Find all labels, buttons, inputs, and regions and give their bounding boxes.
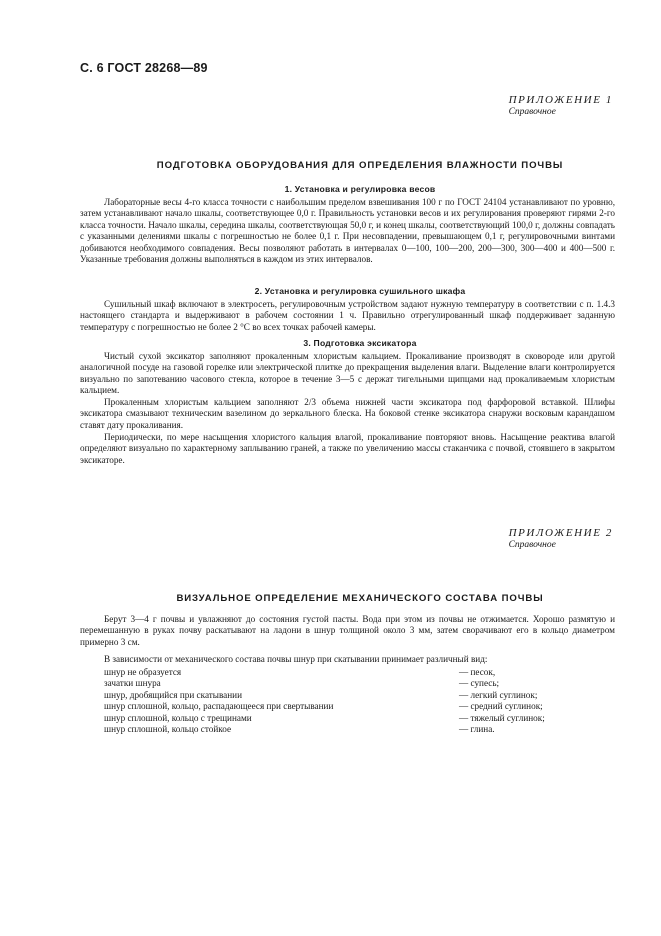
list-item-description: зачатки шнура	[104, 678, 161, 689]
list-item-soil-type: — легкий суглинок;	[459, 689, 538, 700]
list-item-soil-type: — средний суглинок;	[459, 701, 543, 712]
soil-texture-list	[104, 667, 554, 735]
list-item	[104, 724, 554, 735]
annex-2-title: ПРИЛОЖЕНИЕ 2	[508, 527, 613, 539]
annex-2-label	[509, 527, 613, 550]
section-1-title: ПОДГОТОВКА ОБОРУДОВАНИЯ ДЛЯ ОПРЕДЕЛЕНИЯ ВЛАЖНОСТИ ПОЧВЫ	[156, 160, 564, 171]
list-item-description: шнур сплошной, кольцо стойкое	[104, 723, 232, 734]
list-item-description: шнур сплошной, кольцо, распадающееся при свертывании	[104, 701, 334, 712]
subsection-3-paragraph-1: Чистый сухой эксикатор заполняют прокаленным хлористым кальцием. Прокаливание производят в сковороде или другой аналогичной посуде на газовой горелке или электрической плитке до прекращения выделения влаги. Выделение влаги контролируется визуально по запотеванию часового стекла, которое в течение 3—5 с держат тигельными щипцами над прокаливаемым хлористым кальцием.	[80, 351, 615, 396]
list-item-description: шнур сплошной, кольцо с трещинами	[104, 712, 252, 723]
list-item	[104, 667, 554, 678]
list-item-soil-type: — песок,	[459, 667, 496, 677]
list-item-soil-type: — глина.	[459, 723, 495, 734]
list-item-description: шнур, дробящийся при скатывании	[104, 689, 243, 700]
subsection-2-paragraph: Сушильный шкаф включают в электросеть, регулировочным устройством задают нужную температуру в соответствии с п. 1.4.3 настоящего стандарта и выдерживают в рабочем состоянии 1 ч. Правильно отрегулированный шкаф поддерживает заданную температуру с погрешностью не более 2 °С во всех точках рабочей камеры.	[80, 299, 615, 332]
list-item	[104, 678, 554, 689]
running-head: С. 6 ГОСТ 28268—89	[80, 61, 208, 75]
subsection-3-paragraph-3: Периодически, по мере насыщения хлористого кальция влагой, прокаливание повторяют вновь. Насыщение реактива влагой определяют визуально по характерному заплыванию граней, а также по увеличению массы стаканчика с почвой, стоявшего в закрытом эксикаторе.	[80, 432, 615, 465]
list-item	[104, 713, 554, 724]
subsection-2-title: 2. Установка и регулировка сушильного шкафа	[254, 286, 466, 296]
subsection-1-title: 1. Установка и регулировка весов	[284, 184, 436, 194]
list-item-description: шнур не образуется	[104, 667, 182, 677]
annex-2-type: Справочное	[508, 540, 556, 550]
annex-1-label	[509, 94, 613, 117]
list-item	[104, 701, 554, 712]
section-2-paragraph-1: Берут 3—4 г почвы и увлажняют до состояния густой пасты. Вода при этом из почвы не отжимается. Хорошо размятую и перемешанную в руках почву раскатывают на ладони в шнур толщиной около 3 мм, затем сворачивают его в кольцо диаметром примерно 3 см.	[80, 614, 615, 647]
subsection-3-paragraph-2: Прокаленным хлористым кальцием заполняют 2/3 объема нижней части эксикатора под фарфоровой вставкой. Шлифы эксикатора смазывают техническим вазелином до зеркального блеска. На боковой стенке эксикатора снаружи восковым карандашом ставят дату прокаливания.	[80, 397, 615, 430]
annex-1-type: Справочное	[508, 107, 556, 117]
subsection-3-title: 3. Подготовка эксикатора	[303, 338, 417, 348]
list-item-soil-type: — тяжелый суглинок;	[459, 712, 545, 723]
annex-1-title: ПРИЛОЖЕНИЕ 1	[508, 94, 613, 106]
list-item	[104, 690, 554, 701]
section-2-paragraph-2: В зависимости от механического состава почвы шнур при скатывании принимает различный вид:	[104, 654, 488, 664]
subsection-1-paragraph: Лабораторные весы 4-го класса точности с наибольшим пределом взвешивания 100 г по ГОСТ 24104 устанавливают по уровню, затем устанавливают начало шкалы, соответствующее 0,0 г. Правильность установки весов и их регулирования проверяют гирями 2-го класса точности. Начало шкалы, середина шкалы, соответствующая 50,0 г, и конец шкалы, соответствующий 100,0 г, должны совпадать с указанными делениями шкалы с погрешностью не более 0,1 г. При несовпадении, превышающем 0,1 г, регулировочными винтами добиваются необходимого совпадения. Весы позволяют работать в интервалах 0—100, 100—200, 200—300, 300—400 и 400—500 г. Указанные требования должны выполняться в каждом из этих интервалов.	[80, 197, 615, 265]
section-2-title: ВИЗУАЛЬНОЕ ОПРЕДЕЛЕНИЕ МЕХАНИЧЕСКОГО СОСТАВА ПОЧВЫ	[176, 593, 544, 604]
list-item-soil-type: — супесь;	[459, 678, 500, 689]
